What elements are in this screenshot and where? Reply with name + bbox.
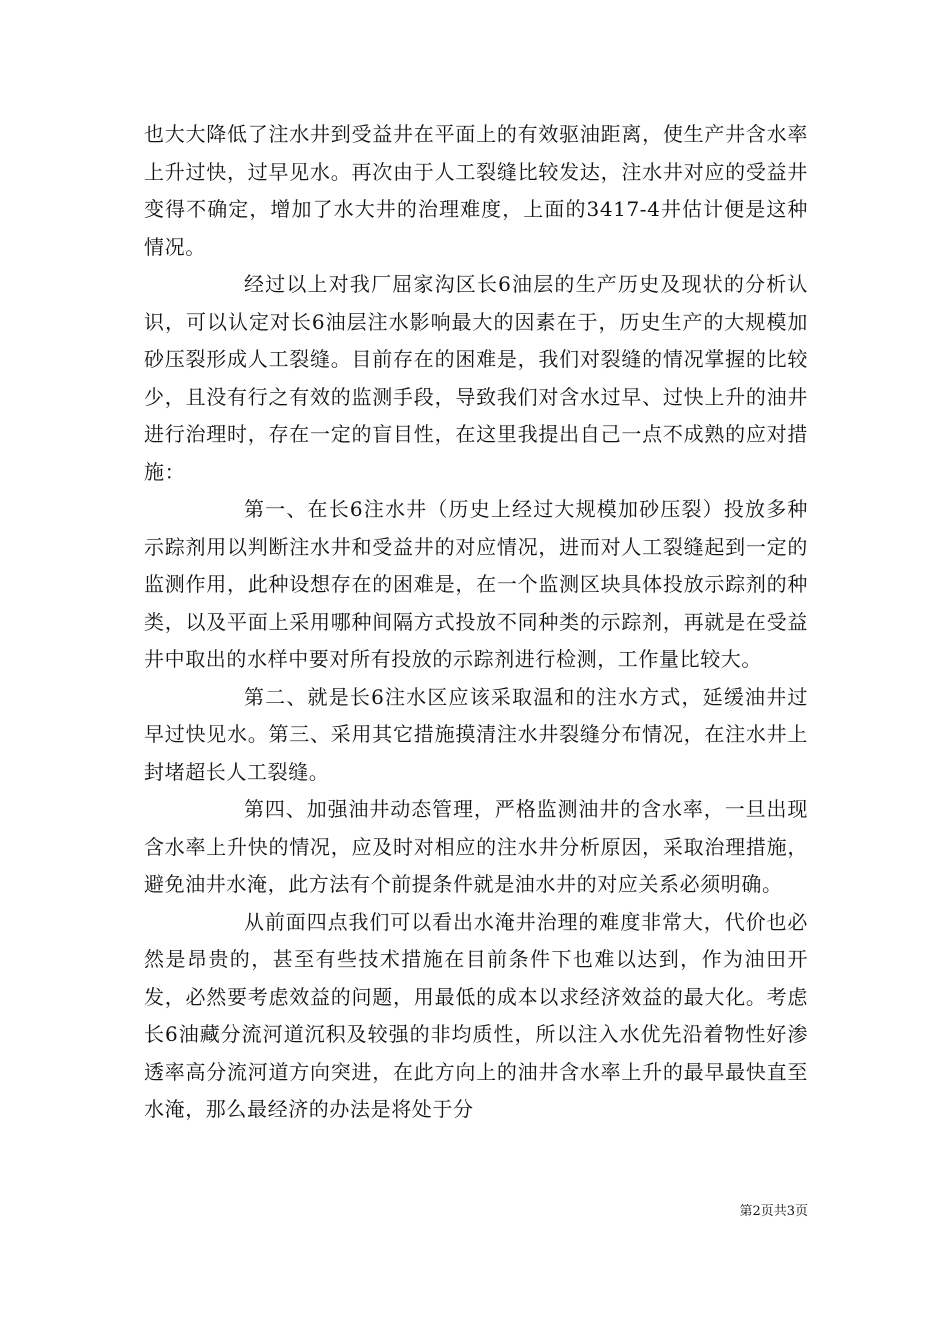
paragraph-5: 第四、加强油井动态管理，严格监测油井的含水率，一旦出现含水率上升快的情况，应及时对相应的注水井分析原因，采取治理措施，避免油井水淹，此方法有个前提条件就是油水井的对应关系必须明确。 <box>144 797 808 896</box>
paragraph-1: 也大大降低了注水井到受益井在平面上的有效驱油距离，使生产井含水率上升过快，过早见水。再次由于人工裂缝比较发达，注水井对应的受益井变得不确定，增加了水大井的治理难度，上面的3417-4井估计便是这种情况。 <box>144 122 808 259</box>
paragraph-4: 第二、就是长6注水区应该采取温和的注水方式，延缓油井过早过快见水。第三、采用其它措施摸清注水井裂缝分布情况，在注水井上封堵超长人工裂缝。 <box>144 684 808 784</box>
paragraph-2: 经过以上对我厂屈家沟区长6油层的生产历史及现状的分析认识，可以认定对长6油层注水影响最大的因素在于，历史生产的大规模加砂压裂形成人工裂缝。目前存在的困难是，我们对裂缝的情况掌握的比较少，且没有行之有效的监测手段，导致我们对含水过早、过快上升的油井进行治理时，存在一定的盲目性，在这里我提出自己一点不成熟的应对措施： <box>144 272 808 484</box>
page-number: 第2页共3页 <box>739 1204 808 1219</box>
paragraph-3: 第一、在长6注水井（历史上经过大规模加砂压裂）投放多种示踪剂用以判断注水井和受益井的对应情况，进而对人工裂缝起到一定的监测作用，此种设想存在的困难是，在一个监测区块具体投放示踪剂的种类，以及平面上采用哪种间隔方式投放不同种类的示踪剂，再就是在受益井中取出的水样中要对所有投放的示踪剂进行检测，工作量比较大。 <box>144 497 808 671</box>
body-text <box>144 116 808 1129</box>
paragraph-6: 从前面四点我们可以看出水淹井治理的难度非常大，代价也必然是昂贵的，甚至有些技术措施在目前条件下也难以达到，作为油田开发，必然要考虑效益的问题，用最低的成本以求经济效益的最大化。考虑长6油藏分流河道沉积及较强的非均质性，所以注入水优先沿着物性好渗透率高分流河道方向突进，在此方向上的油井含水率上升的最早最快直至水淹，那么最经济的办法是将处于分 <box>144 909 808 1121</box>
